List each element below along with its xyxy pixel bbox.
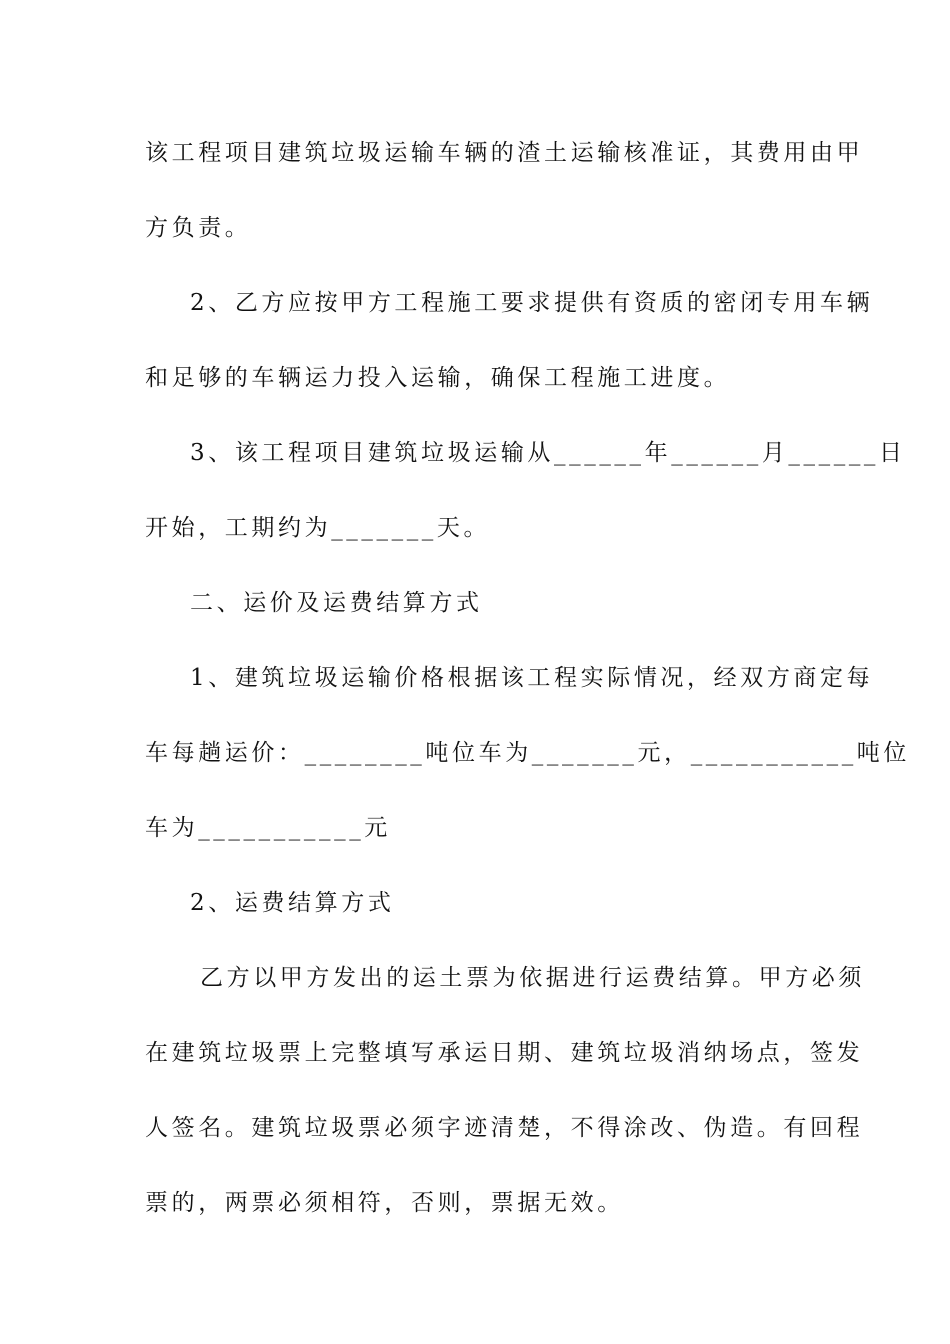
text-line: 车每趟运价：________吨位车为_______元，___________吨位 xyxy=(145,740,910,766)
text-line: 该工程项目建筑垃圾运输车辆的渣土运输核准证，其费用由甲 xyxy=(145,140,864,166)
text-line: 开始，工期约为_______天。 xyxy=(145,515,491,541)
text-line: 方负责。 xyxy=(145,215,252,241)
text-line: 票的，两票必须相符，否则，票据无效。 xyxy=(145,1190,624,1216)
text-line: 3、该工程项目建筑垃圾运输从______年______月______日 xyxy=(190,440,906,466)
text-line: 2、乙方应按甲方工程施工要求提供有资质的密闭专用车辆 xyxy=(190,290,874,316)
text-line: 在建筑垃圾票上完整填写承运日期、建筑垃圾消纳场点，签发 xyxy=(145,1040,864,1066)
text-line: 乙方以甲方发出的运土票为依据进行运费结算。甲方必须 xyxy=(200,965,865,991)
text-line: 1、建筑垃圾运输价格根据该工程实际情况，经双方商定每 xyxy=(190,665,874,691)
text-line: 人签名。建筑垃圾票必须字迹清楚，不得涂改、伪造。有回程 xyxy=(145,1115,864,1141)
text-line: 车为___________元 xyxy=(145,815,391,841)
section-heading: 二、运价及运费结算方式 xyxy=(190,590,483,616)
subsection-heading: 2、运费结算方式 xyxy=(190,890,395,916)
text-line: 和足够的车辆运力投入运输，确保工程施工进度。 xyxy=(145,365,731,391)
